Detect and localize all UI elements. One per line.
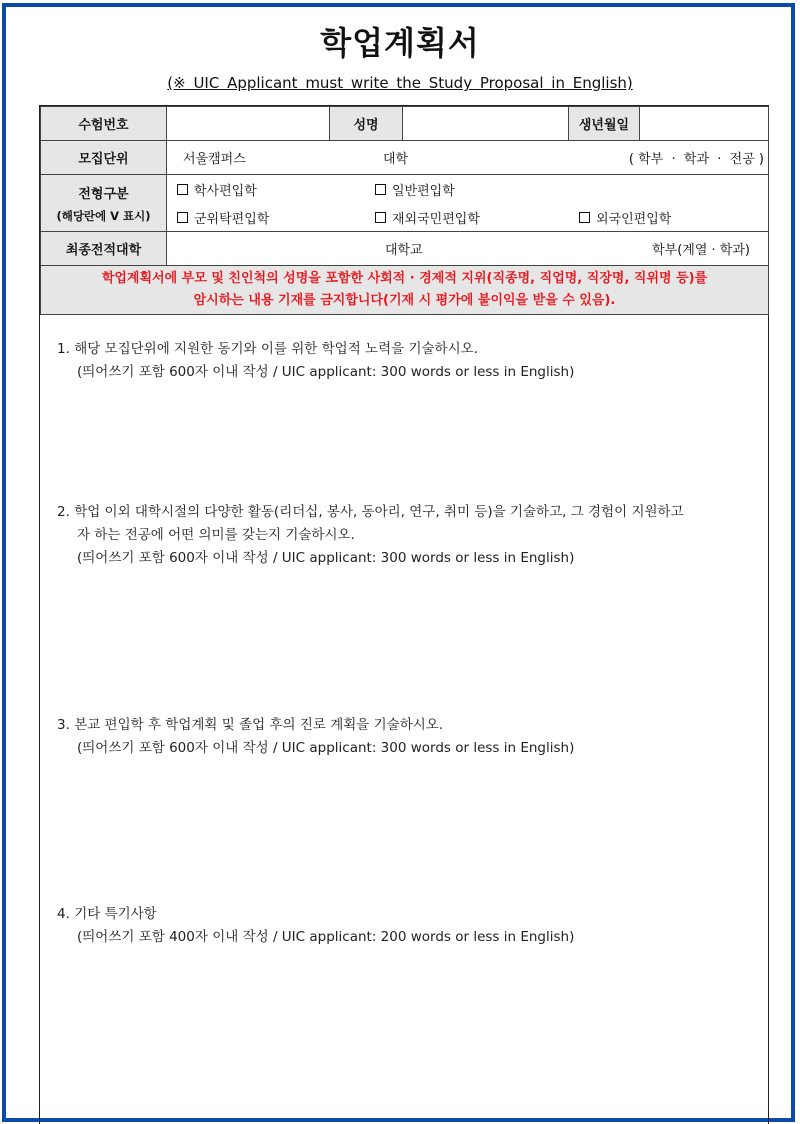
- checkbox-icon[interactable]: [177, 212, 188, 223]
- page-subtitle: (※ UIC Applicant must write the Study Proposal in English): [167, 74, 633, 92]
- department-text: ( 학부 · 학과 · 전공 ): [628, 152, 764, 167]
- checkbox-icon[interactable]: [375, 212, 386, 223]
- question-text: 해당 모집단위에 지원한 동기와 이를 위한 학업적 노력을 기술하시오.: [74, 341, 478, 357]
- birthdate-field[interactable]: [640, 107, 769, 141]
- option-bachelor-transfer[interactable]: 학사편입학: [177, 180, 375, 199]
- recruit-unit-field[interactable]: [167, 141, 769, 175]
- previous-university-field[interactable]: [167, 232, 769, 266]
- question-number: 1.: [57, 341, 70, 357]
- question-1: [57, 338, 574, 384]
- recruit-unit-label: 모집단위: [41, 141, 167, 175]
- row-previous-university: [41, 232, 769, 266]
- admission-type-options: [167, 175, 769, 232]
- faculty-text: 학부(계열 · 학과): [652, 243, 750, 258]
- option-foreigner-transfer[interactable]: 외국인편입학: [579, 208, 671, 227]
- question-hint: (띄어쓰기 포함 400자 이내 작성 / UIC applicant: 200 words or less in English): [77, 929, 575, 945]
- checkbox-icon[interactable]: [579, 212, 590, 223]
- page-title: 학업계획서: [320, 24, 480, 62]
- question-continuation: 자 하는 전공에 어떤 의미를 갖는지 기술하시오.: [77, 527, 355, 543]
- option-overseas-korean-transfer[interactable]: 재외국민편입학: [375, 208, 579, 227]
- exam-number-field[interactable]: [167, 107, 330, 141]
- college-text: 대학: [383, 152, 409, 167]
- question-text: 기타 특기사항: [74, 906, 157, 922]
- question-hint: (띄어쓰기 포함 600자 이내 작성 / UIC applicant: 300 words or less in English): [77, 364, 575, 380]
- question-text: 본교 편입학 후 학업계획 및 졸업 후의 진로 계획을 기술하시오.: [74, 717, 444, 733]
- privacy-warning-notice: 학업계획서에 부모 및 친인척의 성명을 포함한 사회적 · 경제적 지위(직종명, 직업명, 직장명, 직위명 등)를 암시하는 내용 기재를 금지합니다(기재 시 평가에 불이익을 받을 수 있음).: [41, 266, 769, 315]
- question-2: [57, 501, 684, 570]
- option-military-transfer[interactable]: 군위탁편입학: [177, 208, 375, 227]
- name-label: 성명: [330, 107, 403, 141]
- birthdate-label: 생년월일: [569, 107, 640, 141]
- question-text: 학업 이외 대학시절의 다양한 활동(리더십, 봉사, 동아리, 연구, 취미 등)을 기술하고, 그 경험이 지원하고: [74, 504, 684, 520]
- admission-type-label: [41, 175, 167, 232]
- question-number: 4.: [57, 906, 70, 922]
- question-number: 3.: [57, 717, 70, 733]
- exam-number-label: 수험번호: [41, 107, 167, 141]
- checkbox-icon[interactable]: [177, 184, 188, 195]
- row-id-name-birth: [41, 107, 769, 141]
- question-number: 2.: [57, 504, 70, 520]
- admission-type-title: 전형구분: [78, 186, 129, 202]
- option-general-transfer[interactable]: 일반편입학: [375, 180, 455, 199]
- row-admission-type: [41, 175, 769, 232]
- row-recruit-unit: [41, 141, 769, 175]
- campus-text: 서울캠퍼스: [183, 152, 246, 167]
- answer-area-4[interactable]: [40, 956, 768, 1116]
- answer-area-3[interactable]: [40, 766, 768, 896]
- previous-university-label: 최종전적대학: [41, 232, 167, 266]
- university-text: 대학교: [385, 243, 423, 258]
- question-4: [57, 903, 574, 949]
- question-hint: (띄어쓰기 포함 600자 이내 작성 / UIC applicant: 300 words or less in English): [77, 550, 575, 566]
- question-hint: (띄어쓰기 포함 600자 이내 작성 / UIC applicant: 300 words or less in English): [77, 740, 575, 756]
- checkbox-icon[interactable]: [375, 184, 386, 195]
- name-field[interactable]: [403, 107, 569, 141]
- answer-area-1[interactable]: [40, 391, 768, 491]
- form-sheet: [39, 105, 769, 1124]
- answer-area-2[interactable]: [40, 576, 768, 706]
- applicant-info-table: [40, 106, 769, 315]
- question-3: [57, 714, 574, 760]
- admission-type-instruction: (해당란에 V 표시): [56, 208, 151, 223]
- row-notice: [41, 266, 769, 315]
